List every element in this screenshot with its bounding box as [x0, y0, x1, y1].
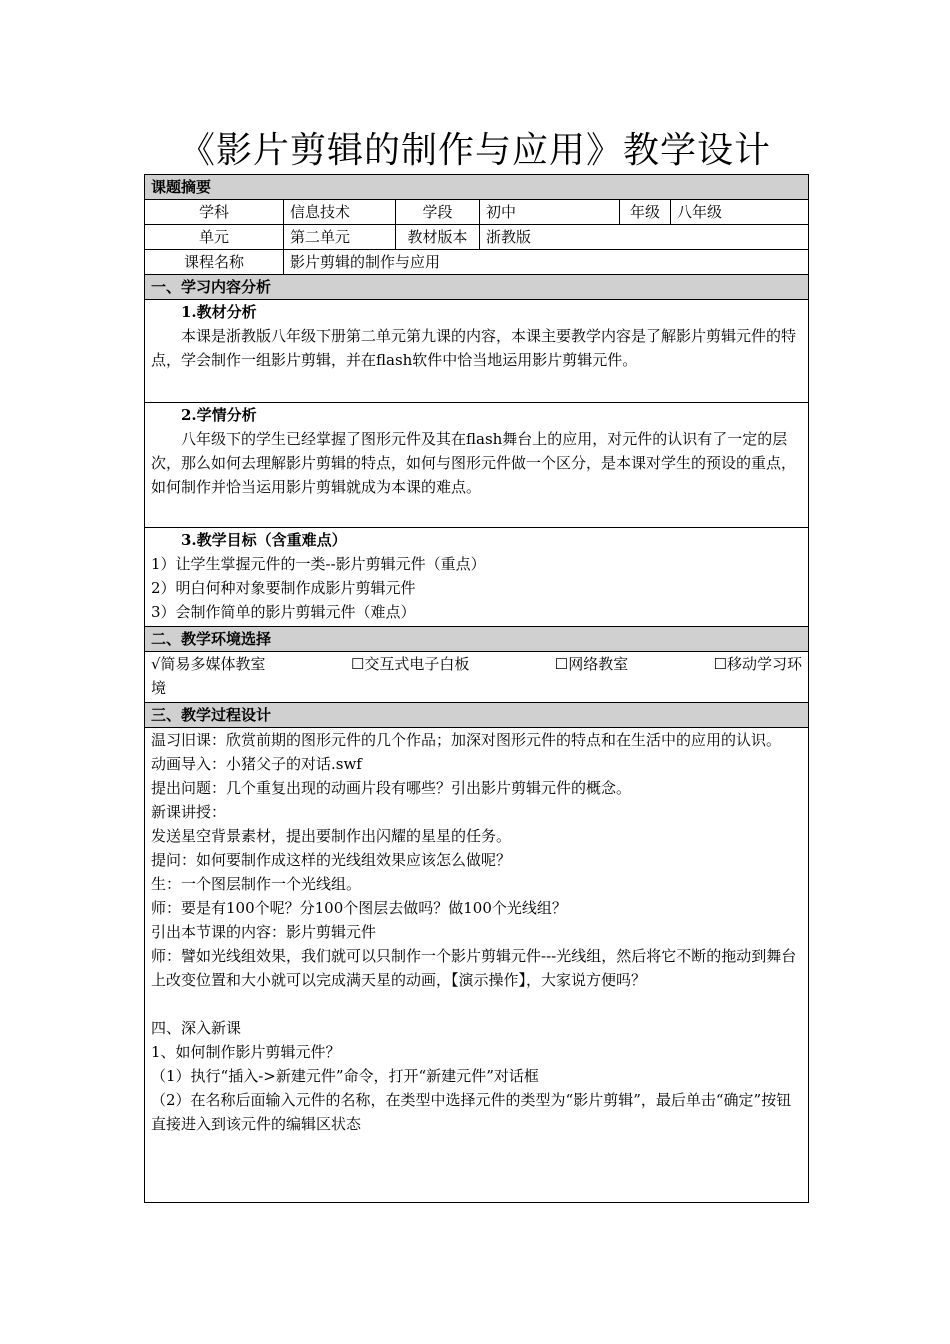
goals-title: 3.教学目标（含重难点）	[181, 531, 347, 549]
goals-cell	[145, 528, 809, 627]
env-option-mobile: ☐移动学习环	[713, 655, 803, 673]
summary-row-unit	[145, 225, 809, 250]
edition-label: 教材版本	[396, 225, 480, 250]
process-line: 温习旧课：欣赏前期的图形元件的几个作品；加深对图形元件的特点和在生活中的应用的认识。	[151, 731, 782, 749]
summary-row-course	[145, 250, 809, 275]
textbook-analysis-text: 本课是浙教版八年级下册第二单元第九课的内容，本课主要教学内容是了解影片剪辑元件的特点，学会制作一组影片剪辑，并在flash软件中恰当地运用影片剪辑元件。	[151, 327, 797, 369]
stage-value: 初中	[480, 200, 620, 225]
textbook-analysis-cell	[145, 300, 809, 403]
process-line: 发送星空背景素材，提出要制作出闪耀的星星的任务。	[151, 827, 512, 845]
env-option-wrap: 境	[151, 679, 167, 697]
goal-item: 2）明白何种对象要制作成影片剪辑元件	[151, 579, 416, 597]
stage-label: 学段	[396, 200, 480, 225]
course-value: 影片剪辑的制作与应用	[284, 250, 809, 275]
process-line: 动画导入：小猪父子的对话.swf	[151, 755, 362, 773]
process-line: 生：一个图层制作一个光线组。	[151, 875, 362, 893]
summary-row-subject	[145, 200, 809, 225]
subject-label: 学科	[145, 200, 284, 225]
grade-value: 八年级	[671, 200, 809, 225]
process-line: 新课讲授：	[151, 803, 227, 821]
process-line: 师：譬如光线组效果，我们就可以只制作一个影片剪辑元件---光线组，然后将它不断的拖动到舞台上改变位置和大小就可以完成满天星的动画，【演示操作】，大家说方便吗？	[151, 947, 797, 989]
lesson-plan-table	[144, 174, 808, 1203]
environment-cell	[145, 652, 809, 703]
env-option-network: ☐网络教室	[554, 655, 629, 673]
section2-header: 二、教学环境选择	[145, 627, 809, 652]
grade-label: 年级	[620, 200, 671, 225]
process-line: 引出本节课的内容：影片剪辑元件	[151, 923, 377, 941]
process-cell	[145, 728, 809, 1203]
summary-header: 课题摘要	[145, 175, 809, 200]
edition-value: 浙教版	[480, 225, 809, 250]
process-line: 提问：如何要制作成这样的光线组效果应该怎么做呢？	[151, 851, 512, 869]
page-title: 《影片剪辑的制作与应用》教学设计	[178, 130, 771, 171]
textbook-analysis-title: 1.教材分析	[181, 303, 257, 321]
subject-value: 信息技术	[284, 200, 396, 225]
process-line: 1、如何制作影片剪辑元件？	[151, 1043, 341, 1061]
process-line: （1）执行“插入->新建元件”命令，打开“新建元件”对话框	[151, 1067, 539, 1085]
unit-value: 第二单元	[284, 225, 396, 250]
student-analysis-text: 八年级下的学生已经掌握了图形元件及其在flash舞台上的应用，对元件的认识有了一定的层次，那么如何去理解影片剪辑的特点，如何与图形元件做一个区分，是本课对学生的预设的重点，如何制作并恰当运用影片剪辑就成为本课的难点。	[151, 430, 797, 496]
student-analysis-cell	[145, 403, 809, 528]
env-option-multimedia: √简易多媒体教室	[151, 655, 266, 673]
process-line: （2）在名称后面输入元件的名称，在类型中选择元件的类型为“影片剪辑”，最后单击“确定”按钮直接进入到该元件的编辑区状态	[151, 1091, 792, 1133]
env-option-whiteboard: ☐交互式电子白板	[350, 655, 470, 673]
goal-item: 1）让学生掌握元件的一类--影片剪辑元件（重点）	[151, 555, 486, 573]
student-analysis-title: 2.学情分析	[181, 406, 257, 424]
process-blank-line	[151, 992, 802, 1016]
process-line: 提出问题：几个重复出现的动画片段有哪些？引出影片剪辑元件的概念。	[151, 779, 632, 797]
section3-header: 三、教学过程设计	[145, 703, 809, 728]
section1-header: 一、学习内容分析	[145, 275, 809, 300]
course-label: 课程名称	[145, 250, 284, 275]
process-line: 四、深入新课	[151, 1019, 242, 1037]
unit-label: 单元	[145, 225, 284, 250]
goal-item: 3）会制作简单的影片剪辑元件（难点）	[151, 603, 416, 621]
process-line: 师：要是有100个呢？分100个图层去做吗？做100个光线组？	[151, 899, 567, 917]
